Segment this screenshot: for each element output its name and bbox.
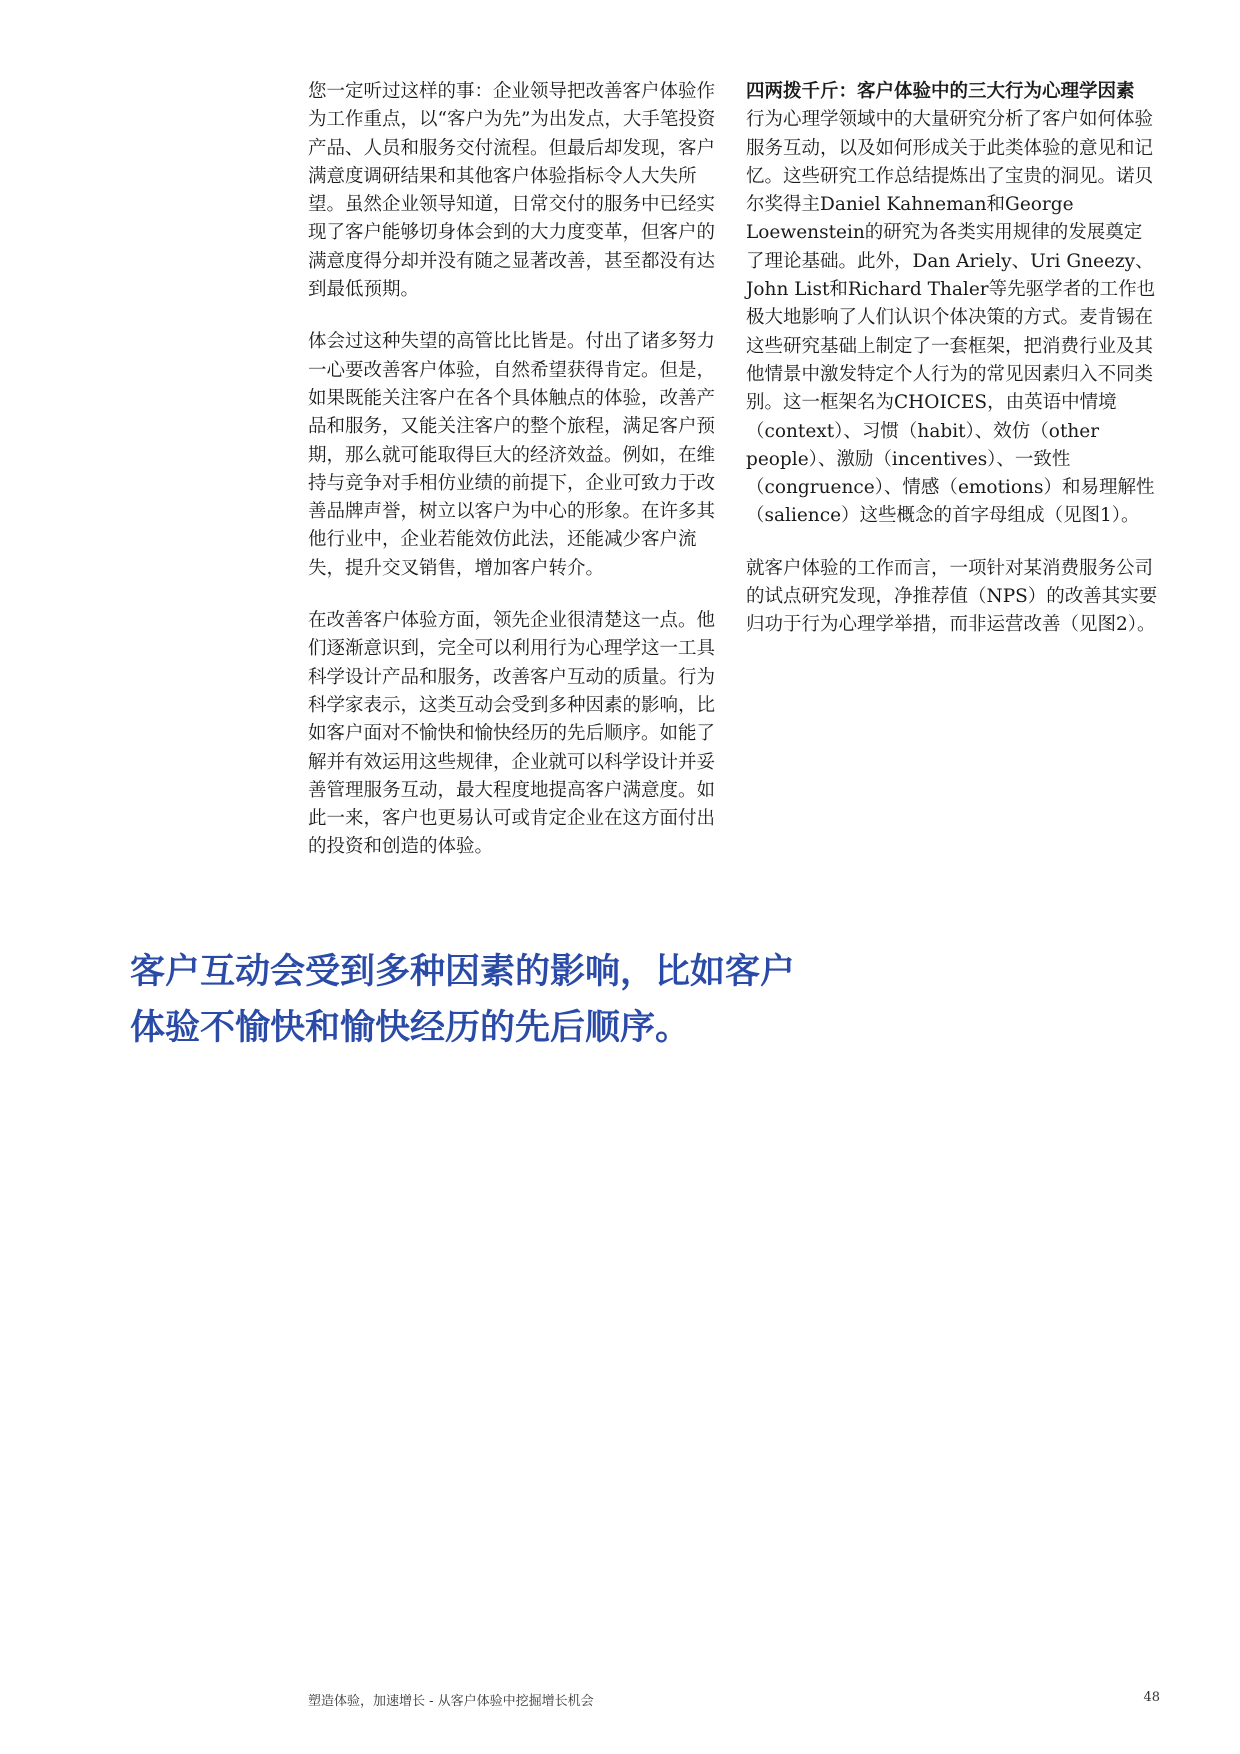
body-paragraph: 体会过这种失望的高管比比皆是。付出了诸多努力一心要改善客户体验，自然希望获得肯定。但是，如果既能关注客户在各个具体触点的体验，改善产品和服务，又能关注客户的整个旅程，满足客户预期，那么就可能取得巨大的经济效益。例如，在维持与竞争对手相仿业绩的前提下，企业可致力于改善品牌声誉，树立以客户为中心的形象。在许多其他行业中，企业若能效仿此法，还能减少客户流失，提升交叉销售，增加客户转介。 xyxy=(308,331,716,579)
footer-title: 塑造体验，加速增长 - 从客户体验中挖掘增长机会 xyxy=(308,1694,594,1709)
body-paragraph: 您一定听过这样的事：企业领导把改善客户体验作为工作重点，以“客户为先”为出发点，大手笔投资产品、人员和服务交付流程。但最后却发现，客户满意度调研结果和其他客户体验指标令人大失所望。虽然企业领导知道，日常交付的服务中已经实现了客户能够切身体会到的大力度变革，但客户的满意度得分却并没有随之显著改善，甚至都没有达到最低预期。 xyxy=(308,81,716,301)
body-paragraph: 行为心理学领域中的大量研究分析了客户如何体验服务互动，以及如何形成关于此类体验的意见和记忆。这些研究工作总结提炼出了宝贵的洞见。诺贝尔奖得主Daniel Kahneman和George Loewenstein的研究为各类实用规律的发展奠定了理论基础。此外，Dan Ariely、Uri Gneezy、John List和Richard Thaler等先驱学者的工作也极大地影响了人们认识个体决策的方式。麦肯锡在这些研究基础上制定了一套框架，把消费行业及其他情景中激发特定个人行为的常见因素归入不同类别。这一框架名为CHOICES，由英语中情境（context）、习惯（habit）、效仿（other people）、激励（incentives）、一致性（congruence）、情感（emotions）和易理解性（salience）这些概念的首字母组成（见图1）。 xyxy=(746,109,1156,527)
right-column xyxy=(746,78,1160,664)
body-paragraph: 就客户体验的工作而言，一项针对某消费服务公司的试点研究发现，净推荐值（NPS）的改善其实要归功于行为心理学举措，而非运营改善（见图2）。 xyxy=(746,557,1158,636)
body-paragraph: 在改善客户体验方面，领先企业很清楚这一点。他们逐渐意识到，完全可以利用行为心理学这一工具科学设计产品和服务，改善客户互动的质量。行为科学家表示，这类互动会受到多种因素的影响，比如客户面对不愉快和愉快经历的先后顺序。如能了解并有效运用这些规律，企业就可以科学设计并妥善管理服务互动，最大程度地提高客户满意度。如此一来，客户也更易认可或肯定企业在这方面付出的投资和创造的体验。 xyxy=(308,610,716,858)
section-heading: 四两拨千斤：客户体验中的三大行为心理学因素 xyxy=(746,81,1135,102)
left-column xyxy=(308,78,724,886)
pull-quote: 客户互动会受到多种因素的影响，比如客户体验不愉快和愉快经历的先后顺序。 xyxy=(130,951,796,1048)
page-number: 48 xyxy=(1143,1690,1160,1705)
